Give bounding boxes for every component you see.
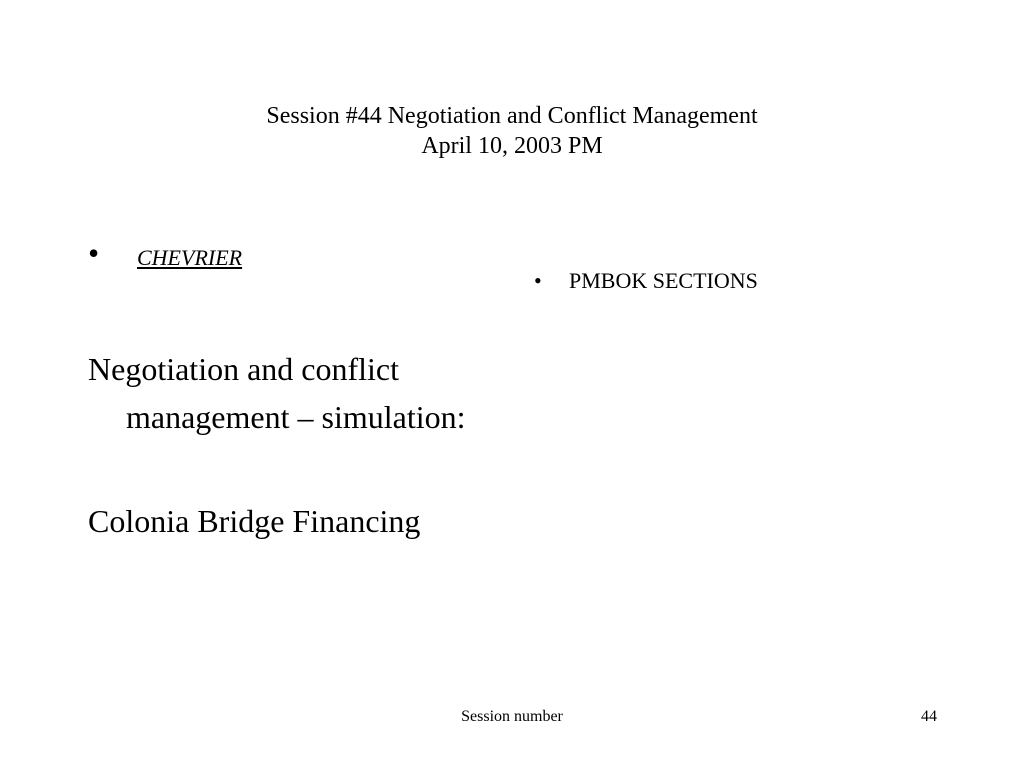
- right-bullet-text: PMBOK SECTIONS: [569, 268, 758, 293]
- right-bullet-item: [534, 266, 758, 296]
- footer-page-number: 44: [921, 708, 937, 725]
- footer-session-label: Session number: [461, 708, 563, 725]
- left-bullet-marker: •: [88, 235, 100, 271]
- body-paragraph-case-name: Colonia Bridge Financing: [88, 503, 421, 539]
- body-paragraph-simulation: Negotiation and conflict management – simulation:: [88, 351, 466, 435]
- left-bullet-text: CHEVRIER: [137, 245, 243, 270]
- right-bullet-marker: •: [534, 268, 542, 293]
- slide-title-line-2: April 10, 2003 PM: [421, 133, 603, 159]
- slide-title: [0, 101, 1024, 161]
- slide-title-line-1: Session #44 Negotiation and Conflict Management: [266, 103, 758, 129]
